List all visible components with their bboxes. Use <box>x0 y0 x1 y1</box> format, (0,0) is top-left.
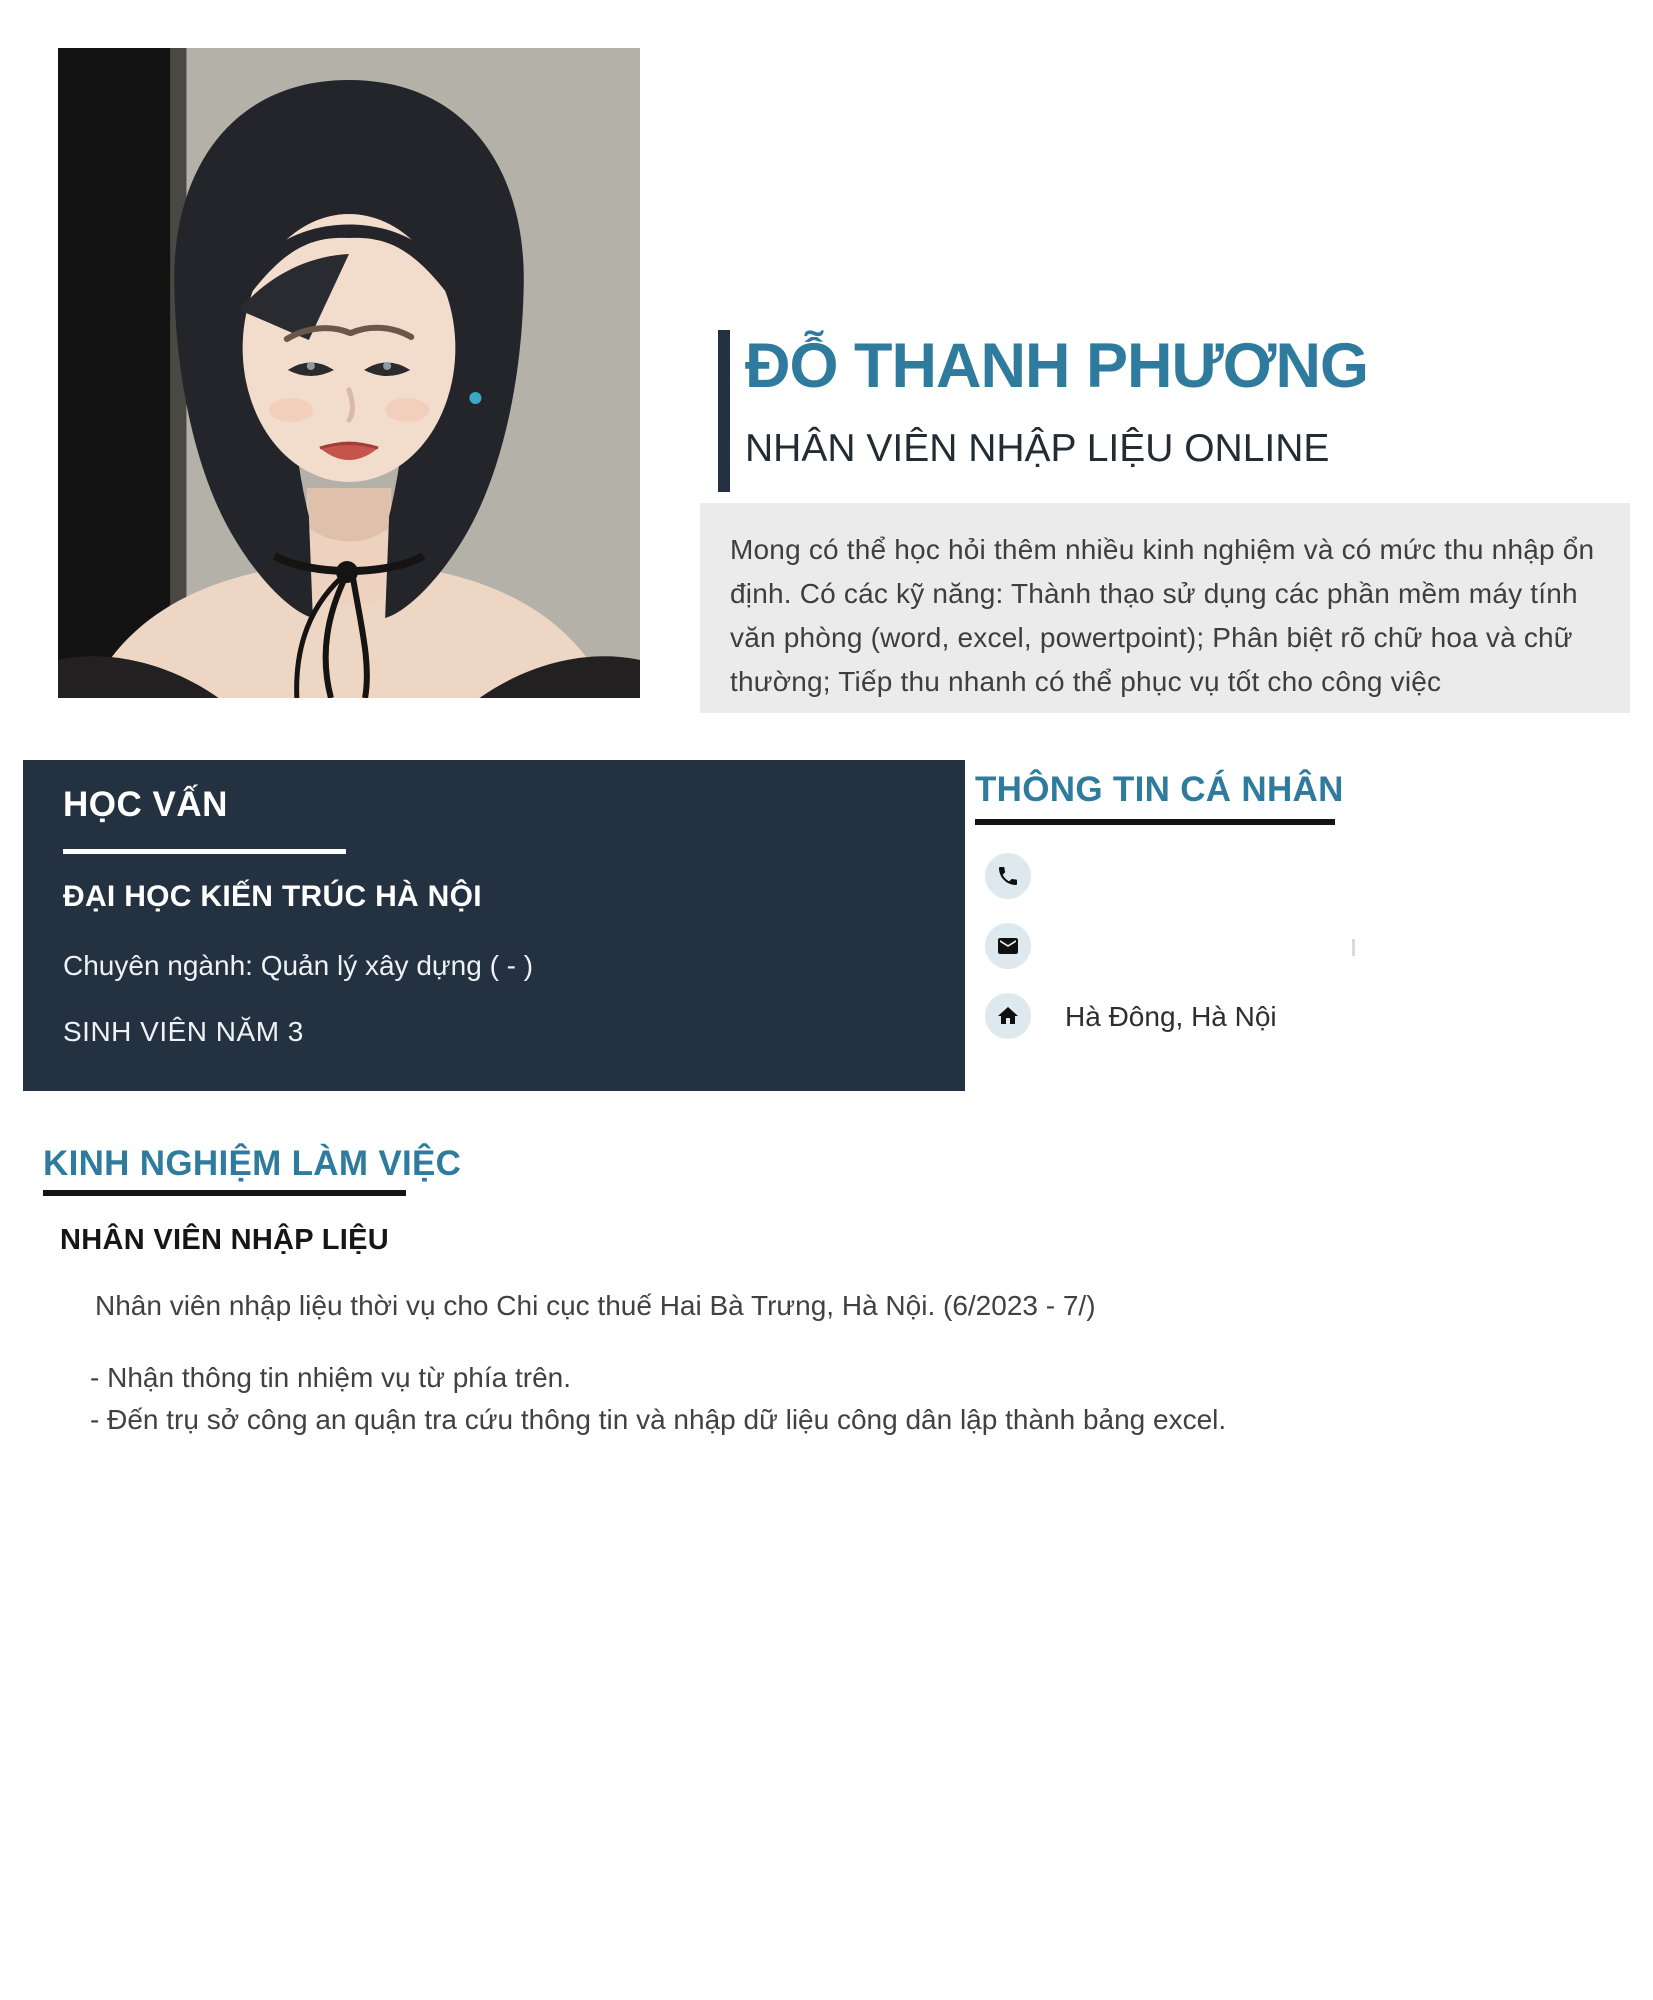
personal-info-heading-underline <box>975 819 1335 825</box>
objective-text: Mong có thể học hỏi thêm nhiều kinh nghiệm và có mức thu nhập ổn định. Có các kỹ năng: Thành thạo sử dụng các phần mềm máy tính văn phòng (word, excel, powertpoint); Phân biệt rõ chữ hoa và chữ thường; Tiếp thu nhanh có thể phục vụ tốt cho công việc <box>730 534 1595 697</box>
education-school: ĐẠI HỌC KIẾN TRÚC HÀ NỘI <box>63 880 482 913</box>
experience-heading: KINH NGHIỆM LÀM VIỆC <box>43 1144 462 1183</box>
stray-mark <box>1352 939 1355 956</box>
portrait-image <box>58 48 640 698</box>
education-heading: HỌC VẤN <box>63 785 228 824</box>
profile-photo <box>58 48 640 698</box>
address-value: Hà Đông, Hà Nội <box>1065 1001 1277 1032</box>
experience-heading-underline <box>43 1190 406 1196</box>
phone-icon <box>985 853 1031 899</box>
email-icon <box>985 923 1031 969</box>
experience-summary: Nhân viên nhập liệu thời vụ cho Chi cục thuế Hai Bà Trưng, Hà Nội. (6/2023 - 7/) <box>95 1290 1096 1321</box>
experience-detail: - Nhận thông tin nhiệm vụ từ phía trên. <box>90 1362 572 1393</box>
experience-job-title: NHÂN VIÊN NHẬP LIỆU <box>60 1224 390 1256</box>
objective-box <box>700 503 1630 713</box>
person-job-title: NHÂN VIÊN NHẬP LIỆU ONLINE <box>745 427 1330 470</box>
education-status: SINH VIÊN NĂM 3 <box>63 1016 304 1047</box>
person-name: ĐỖ THANH PHƯƠNG <box>745 331 1368 401</box>
home-icon <box>985 993 1031 1039</box>
name-accent-bar <box>718 330 730 492</box>
experience-detail: - Đến trụ sở công an quận tra cứu thông tin và nhập dữ liệu công dân lập thành bảng excel. <box>90 1404 1227 1435</box>
education-heading-underline <box>63 849 346 854</box>
education-major: Chuyên ngành: Quản lý xây dựng ( - ) <box>63 950 534 981</box>
personal-info-heading: THÔNG TIN CÁ NHÂN <box>975 770 1344 809</box>
